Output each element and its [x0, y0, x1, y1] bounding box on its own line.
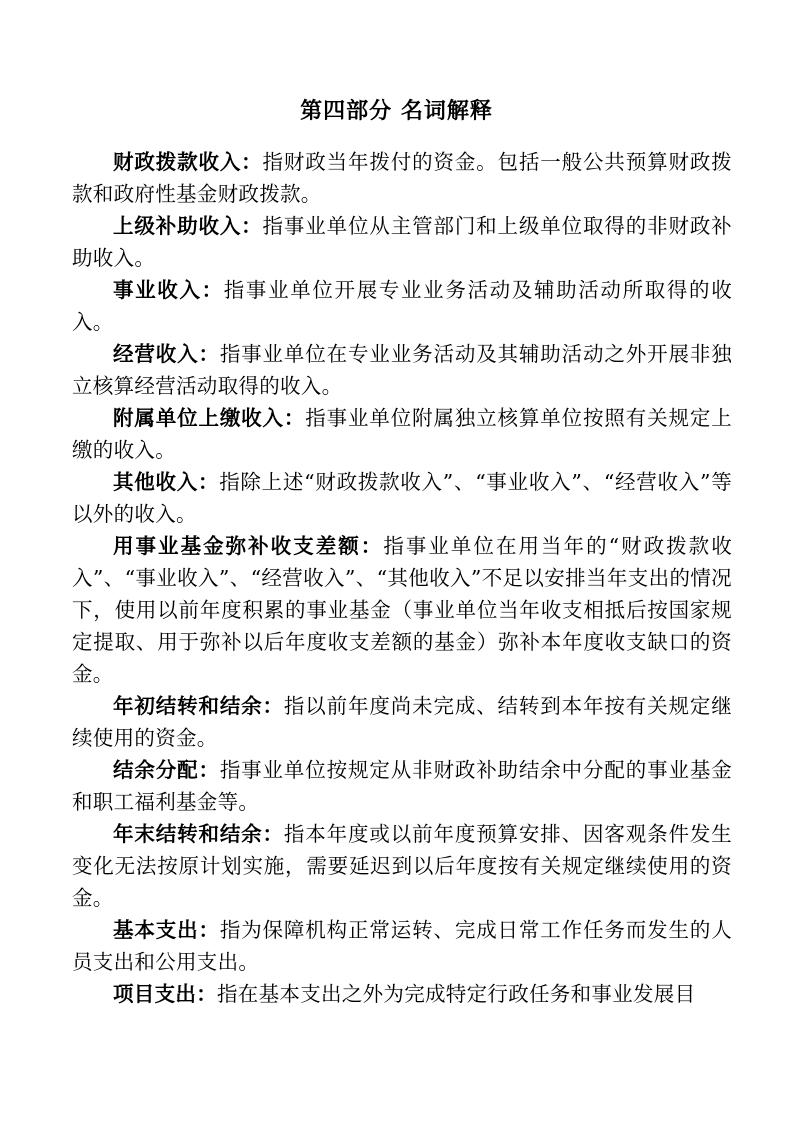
glossary-entry — [72, 690, 732, 754]
glossary-entry — [72, 754, 732, 818]
glossary-entry — [72, 978, 732, 1010]
glossary-term: 附属单位上缴收入： — [113, 406, 306, 430]
glossary-term: 项目支出： — [113, 982, 217, 1006]
glossary-definition: 指事业单位从主管部门和上级单位取得的非财政补助收入。 — [72, 214, 732, 270]
glossary-term: 经营收入： — [113, 342, 220, 366]
glossary-definition: 指除上述“财政拨款收入”、“事业收入”、“经营收入”等以外的收入。 — [72, 470, 733, 526]
glossary-term: 年初结转和结余： — [113, 694, 284, 718]
glossary-term: 上级补助收入： — [113, 214, 263, 238]
glossary-definition: 指财政当年拨付的资金。包括一般公共预算财政拨款和政府性基金财政拨款。 — [72, 150, 732, 206]
glossary-entry — [72, 274, 732, 338]
glossary-term: 结余分配： — [113, 758, 220, 782]
glossary-entry — [72, 818, 732, 914]
glossary-definition: 指事业单位在专业业务活动及其辅助活动之外开展非独立核算经营活动取得的收入。 — [72, 342, 733, 398]
glossary-definition: 指为保障机构正常运转、完成日常工作任务而发生的人员支出和公用支出。 — [72, 918, 733, 974]
glossary-entry — [72, 146, 732, 210]
glossary-definition: 指以前年度尚未完成、结转到本年按有关规定继续使用的资金。 — [72, 694, 732, 750]
page-title: 第四部分 名词解释 — [300, 99, 493, 124]
glossary-definition: 指事业单位在用当年的“财政拨款收入”、“事业收入”、“经营收入”、“其他收入”不足以安排当年支出的情况下，使用以前年度积累的事业基金（事业单位当年收支相抵后按国家规定提取、用于弥补以后年度收支差额的基金）弥补本年度收支缺口的资金。 — [72, 534, 733, 686]
glossary-definition: 指事业单位附属独立核算单位按照有关规定上缴的收入。 — [72, 406, 732, 462]
glossary-definition: 指事业单位开展专业业务活动及辅助活动所取得的收入。 — [72, 278, 732, 334]
glossary-content — [72, 146, 732, 1010]
glossary-term: 其他收入： — [113, 470, 220, 494]
glossary-entry — [72, 338, 732, 402]
glossary-term: 财政拨款收入： — [113, 150, 263, 174]
glossary-definition: 指事业单位按规定从非财政补助结余中分配的事业基金和职工福利基金等。 — [72, 758, 733, 814]
glossary-entry — [72, 402, 732, 466]
glossary-entry — [72, 466, 732, 530]
glossary-definition: 指在基本支出之外为完成特定行政任务和事业发展目 — [217, 982, 696, 1006]
glossary-entry — [72, 914, 732, 978]
glossary-definition: 指本年度或以前年度预算安排、因客观条件发生变化无法按原计划实施，需要延迟到以后年度按有关规定继续使用的资金。 — [72, 822, 732, 910]
glossary-term: 年末结转和结余： — [113, 822, 284, 846]
glossary-term: 用事业基金弥补收支差额： — [113, 534, 384, 558]
glossary-term: 事业收入： — [113, 278, 224, 302]
glossary-entry — [72, 210, 732, 274]
glossary-term: 基本支出： — [113, 918, 220, 942]
glossary-entry — [72, 530, 732, 690]
